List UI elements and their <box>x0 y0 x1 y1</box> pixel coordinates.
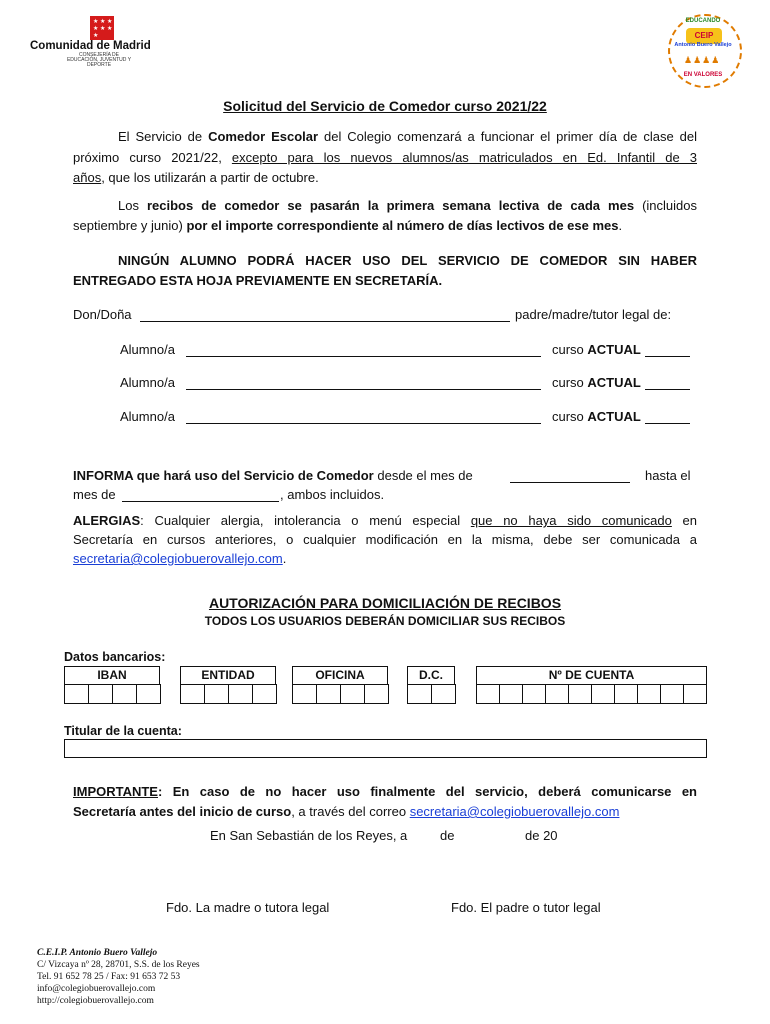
dc-cells[interactable] <box>407 684 456 704</box>
don-name-field[interactable] <box>140 321 510 322</box>
curso-label-1: curso ACTUAL <box>552 342 641 357</box>
paragraph-1-line-1: El Servicio de Comedor Escolar del Colegio comenzará a funcionar el primer día de clase del <box>118 129 697 144</box>
mes-desde-field[interactable] <box>510 482 630 483</box>
place-date-text: En San Sebastián de los Reyes, a <box>210 828 408 843</box>
paragraph-1-line-2: próximo curso 2021/22, excepto para los nuevos alumnos/as matriculados en Ed. Infantil de 3 <box>73 150 697 165</box>
warning-line-1: NINGÚN ALUMNO PODRÁ HACER USO DEL SERVICIO DE COMEDOR SIN HABER <box>118 253 697 268</box>
footer-school-name: C.E.I.P. Antonio Buero Vallejo <box>37 948 158 958</box>
alergias-line-2: Secretaría en cursos anteriores, o cualquier modificación en la misma, debe ser comunicada a <box>73 532 697 547</box>
cuenta-header: Nº DE CUENTA <box>476 666 707 685</box>
badge-bottom-text: EN VALORES <box>683 72 723 78</box>
iban-cells[interactable] <box>64 684 161 704</box>
paragraph-2-line-1: Los recibos de comedor se pasarán la primera semana lectiva de cada mes (incluidos <box>118 198 697 213</box>
titular-field[interactable] <box>64 739 707 758</box>
bank-label: Datos bancarios: <box>64 650 166 664</box>
org-subtitle: CONSEJERÍA DE EDUCACIÓN, JUVENTUD Y DEPORTE <box>66 52 132 68</box>
oficina-cells[interactable] <box>292 684 389 704</box>
mes-hasta-field[interactable] <box>122 501 279 502</box>
auth-title: AUTORIZACIÓN PARA DOMICILIACIÓN DE RECIBOS <box>208 595 562 611</box>
informa-line-1: INFORMA que hará uso del Servicio de Comedor desde el mes de <box>73 468 473 483</box>
footer-web: http://colegiobuerovallejo.com <box>37 996 154 1006</box>
importante-line-2: Secretaría antes del inicio de curso, a través del correo secretaria@colegiobuerovallejo.com <box>73 804 620 819</box>
informa-line-2-end: , ambos incluidos. <box>280 487 385 502</box>
curso-field-1[interactable] <box>645 356 690 357</box>
curso-label-3: curso ACTUAL <box>552 409 641 424</box>
signature-mother: Fdo. La madre o tutora legal <box>166 900 330 915</box>
alumno-label-2: Alumno/a <box>120 375 175 390</box>
org-name: Comunidad de Madrid <box>30 40 151 52</box>
page-title: Solicitud del Servicio de Comedor curso 2021/22 <box>223 98 547 114</box>
curso-field-3[interactable] <box>645 423 690 424</box>
warning-line-2: ENTREGADO ESTA HOJA PREVIAMENTE EN SECRETARÍA. <box>73 273 443 288</box>
badge-top-text: EDUCANDO <box>685 18 721 24</box>
footer-address: C/ Vizcaya nº 28, 28701, S.S. de los Reyes <box>37 960 200 970</box>
alumno-label-3: Alumno/a <box>120 409 175 424</box>
dc-header: D.C. <box>407 666 455 685</box>
date-de-1: de <box>440 828 455 843</box>
informa-hasta: hasta el <box>645 468 691 483</box>
footer-email: info@colegiobuerovallejo.com <box>37 984 156 994</box>
badge-name: CEIP <box>694 31 714 40</box>
titular-label: Titular de la cuenta: <box>64 724 182 738</box>
alumno-label-1: Alumno/a <box>120 342 175 357</box>
importante-line-1: IMPORTANTE: En caso de no hacer uso finalmente del servicio, deberá comunicarse en <box>73 784 697 799</box>
tutor-label: padre/madre/tutor legal de: <box>515 307 672 322</box>
entidad-cells[interactable] <box>180 684 277 704</box>
alergias-line-3: secretaria@colegiobuerovallejo.com. <box>73 551 287 566</box>
date-de-2: de 20 <box>525 828 558 843</box>
alumno-field-2[interactable] <box>186 389 541 390</box>
paragraph-2-line-2: septiembre y junio) por el importe correspondiente al número de días lectivos de ese mes. <box>73 218 623 233</box>
oficina-header: OFICINA <box>292 666 388 685</box>
don-label: Don/Doña <box>73 307 132 322</box>
paragraph-1-line-3: años, que los utilizarán a partir de octubre. <box>73 170 319 185</box>
badge-school: Antonio Buero Vallejo <box>674 42 732 48</box>
curso-label-2: curso ACTUAL <box>552 375 641 390</box>
auth-subtitle: TODOS LOS USUARIOS DEBERÁN DOMICILIAR SUS RECIBOS <box>204 614 566 628</box>
footer-phone: Tel. 91 652 78 25 / Fax: 91 653 72 53 <box>37 972 181 982</box>
alumno-field-3[interactable] <box>186 423 541 424</box>
iban-header: IBAN <box>64 666 160 685</box>
alumno-field-1[interactable] <box>186 356 541 357</box>
entidad-header: ENTIDAD <box>180 666 276 685</box>
signature-father: Fdo. El padre o tutor legal <box>451 900 601 915</box>
comunidad-madrid-flag-icon: ★ ★ ★ ★ ★ ★ ★ <box>90 16 114 40</box>
alergias-email-link[interactable]: secretaria@colegiobuerovallejo.com <box>73 551 283 566</box>
alergias-line-1: ALERGIAS: Cualquier alergia, intolerancia o menú especial que no haya sido comunicado en <box>73 513 698 528</box>
informa-line-2-label: mes de <box>73 487 116 502</box>
importante-email-link[interactable]: secretaria@colegiobuerovallejo.com <box>409 804 620 819</box>
cuenta-cells[interactable] <box>476 684 707 704</box>
curso-field-2[interactable] <box>645 389 690 390</box>
footer-block <box>37 947 200 1007</box>
children-icon: ♟♟♟♟ <box>684 55 721 65</box>
